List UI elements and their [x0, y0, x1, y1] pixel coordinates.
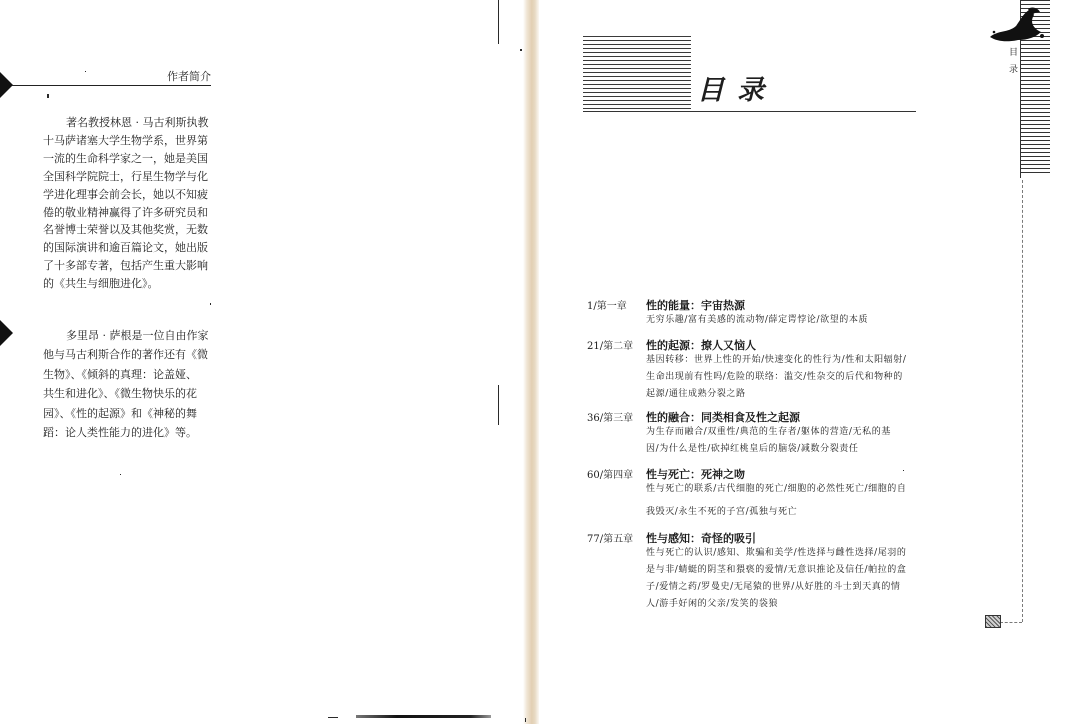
text-line: 的国际演讲和逾百篇论文，她出版 — [43, 241, 208, 255]
toc-entry-title: 性与感知：奇怪的吸引 — [646, 532, 756, 545]
toc-entry-topics — [646, 352, 927, 403]
toc-topic-line: 起源/通往成熟分裂之路 — [646, 389, 746, 399]
toc-topic-line: 无穷乐趣/富有美感的流动物/薛定谔悖论/欲望的本质 — [646, 315, 869, 325]
text-line: 园》、《性的起源》和《神秘的舞 — [43, 406, 197, 420]
toc-entry-page-chapter: 1/第一章 — [587, 301, 627, 312]
toc-entry — [587, 465, 927, 521]
margin-dotted-rule — [1000, 622, 1022, 623]
toc-entry — [587, 296, 927, 329]
text-line: 的《共生与细胞进化》。 — [43, 277, 159, 291]
scan-speck — [47, 94, 49, 98]
toc-topic-line: 人/游手好闲的父亲/发笑的袋狼 — [646, 599, 779, 609]
text-line: 了十多部专著，包括产生重大影响 — [43, 259, 208, 273]
toc-entry-title: 性的融合：同类相食及性之起源 — [646, 411, 800, 424]
text-line: 名誉博士荣誉以及其他奖赏，无数 — [43, 223, 208, 237]
toc-entry — [587, 336, 927, 403]
toc-topic-line: 性与死亡的联系/古代细胞的死亡/细胞的必然性死亡/细胞的自 — [646, 484, 907, 494]
text-line: 共生和进化》、《微生物快乐的花 — [43, 387, 197, 401]
toc-entry-page-chapter: 21/第二章 — [587, 341, 634, 352]
toc-entry-page-chapter: 60/第四章 — [587, 470, 634, 481]
toc-entry-title: 性与死亡：死神之吻 — [646, 468, 745, 481]
toc-topic-line: 基因转移：世界上性的开始/快速变化的性行为/性和太阳辐射/ — [646, 355, 907, 365]
toc-entry-topics — [646, 312, 927, 329]
toc-entry-topics — [646, 424, 927, 458]
author-intro-heading: 作者简介 — [167, 70, 211, 83]
scan-speck — [85, 71, 86, 72]
brush-logo-icon — [988, 6, 1046, 48]
scan-speck — [210, 303, 211, 305]
toc-entry-heading — [587, 296, 927, 312]
toc-topic-line: 因/为什么是性/砍掉红桃皇后的脑袋/减数分裂责任 — [646, 444, 859, 454]
book-gutter — [523, 0, 539, 724]
toc-entry-topics — [646, 545, 927, 613]
toc-entry — [587, 529, 927, 613]
scan-speck — [120, 474, 121, 475]
toc-entry-heading — [587, 529, 927, 545]
side-tab-label: 目录 — [1007, 47, 1017, 81]
page-marker-icon — [985, 615, 1001, 628]
toc-topic-line: 是与非/蜻蜓的阴茎和猥亵的爱情/无意识推论及信任/帕拉的盒 — [646, 565, 907, 575]
scan-speck — [525, 718, 526, 722]
header-rule — [12, 85, 211, 86]
toc-topic-line: 我毁灭/永生不死的子宫/孤独与死亡 — [646, 507, 798, 517]
toc-entry-heading — [587, 336, 927, 352]
toc-title: 目录 — [697, 75, 777, 106]
text-line: 生物》、《倾斜的真理：论盖娅、 — [43, 367, 197, 381]
author-bio-sagan — [43, 326, 215, 442]
text-line: 著名教授林恩 · 马古利斯执教 — [66, 116, 209, 129]
title-rule — [583, 111, 916, 112]
scan-speck — [520, 49, 522, 51]
toc-topic-line: 生命出现前有性吗/危险的联络：滥交/性杂交的后代和物种的 — [646, 372, 903, 382]
scan-edge-line — [498, 0, 499, 44]
text-line: 多里昂 · 萨根是一位自由作家 — [66, 329, 209, 342]
toc-topic-line: 子/爱情之药/罗曼史/无尾猿的世界/从好胜的斗士到天真的情 — [646, 582, 901, 592]
toc-entry — [587, 408, 927, 458]
toc-entry-page-chapter: 36/第三章 — [587, 413, 634, 424]
toc-entry-heading — [587, 465, 927, 481]
text-line: 学进化理事会前会长，她以不知疲 — [43, 187, 208, 201]
text-line: 他与马古利斯合作的著作还有《微 — [43, 348, 208, 362]
text-line: 倦的敬业精神赢得了许多研究员和 — [43, 205, 208, 219]
toc-topic-line: 性与死亡的认识/感知、欺骗和美学/性选择与雌性选择/尾羽的 — [646, 548, 907, 558]
toc-entry-heading — [587, 408, 927, 424]
title-stripe-decoration — [583, 36, 691, 110]
margin-dotted-rule — [1022, 180, 1023, 622]
text-line: 十马萨诸塞大学生物学系，世界第 — [43, 133, 208, 147]
scan-speck — [903, 470, 904, 471]
text-line: 全国科学院院士，行星生物学与化 — [43, 169, 208, 183]
scan-edge-smear — [356, 715, 491, 718]
section-marker-icon — [0, 320, 13, 346]
toc-topic-line: 为生存而融合/双重性/典范的生存者/躯体的营造/无私的基 — [646, 427, 891, 437]
scan-edge-line — [498, 385, 499, 425]
toc-entry-title: 性的能量：宇宙热源 — [646, 299, 745, 312]
toc-entry-topics — [646, 481, 927, 521]
text-line: 一流的生命科学家之一，她是美国 — [43, 151, 208, 165]
author-bio-margulis — [43, 114, 215, 293]
toc-entry-page-chapter: 77/第五章 — [587, 534, 634, 545]
scan-speck — [328, 717, 338, 718]
text-line: 蹈：论人类性能力的进化》等。 — [43, 426, 197, 440]
toc-entry-title: 性的起源：撩人又恼人 — [646, 339, 756, 352]
